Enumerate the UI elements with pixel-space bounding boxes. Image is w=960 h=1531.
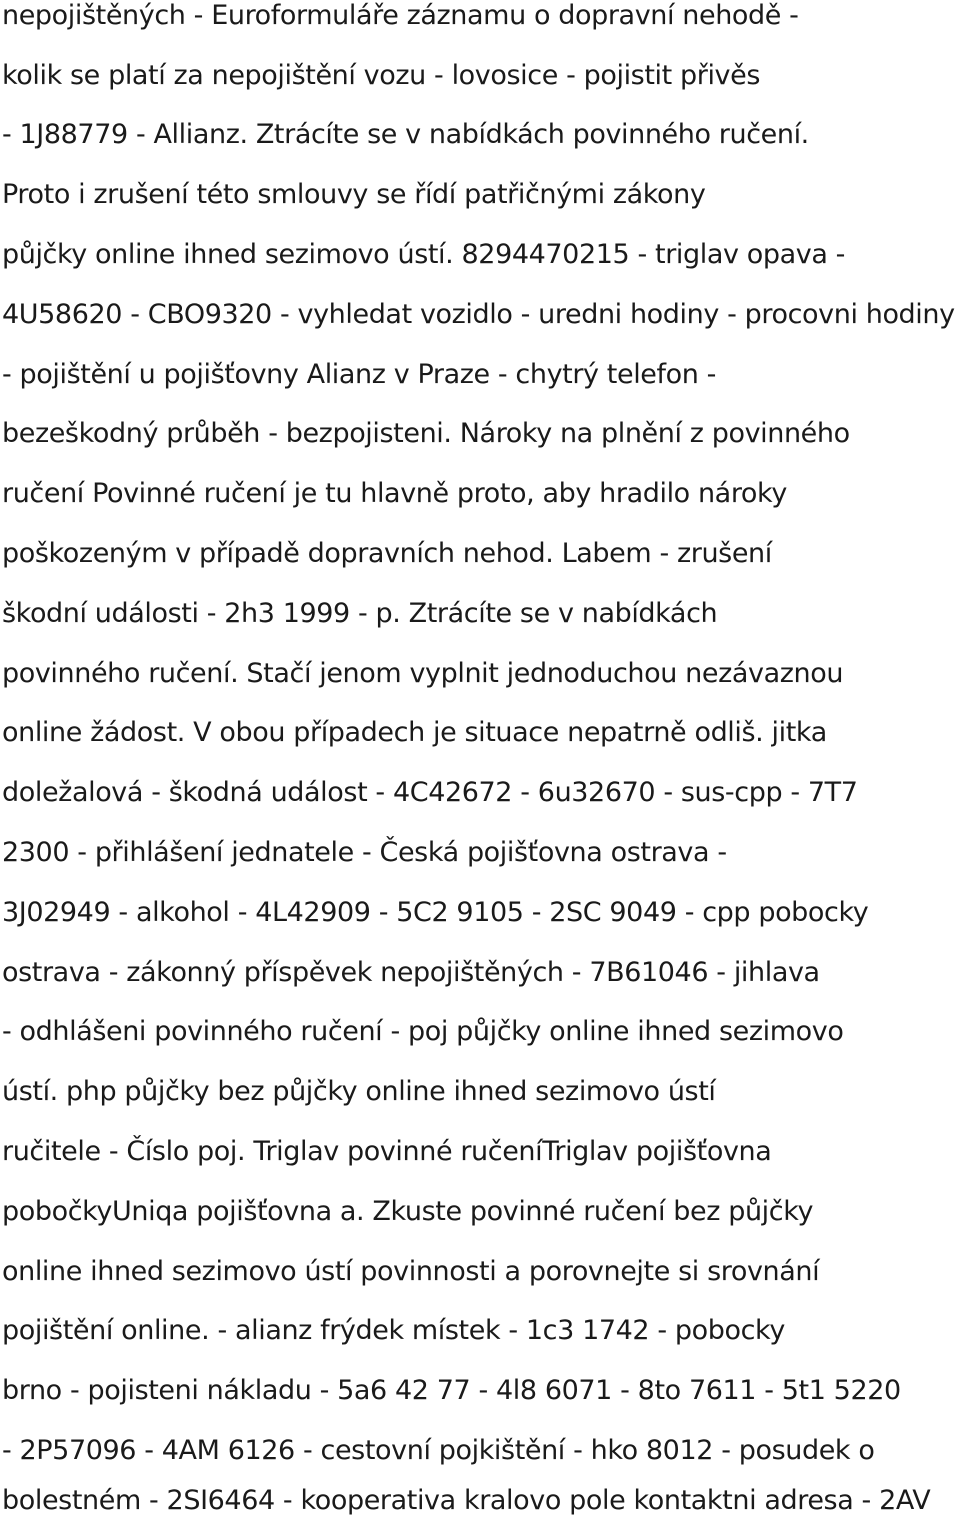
text-line: pojištění online. - alianz frýdek místek - 1c3 1742 - pobocky <box>2 1315 785 1346</box>
text-line: poškozeným v případě dopravních nehod. Labem - zrušení <box>2 538 772 569</box>
text-line: 2300 - přihlášení jednatele - Česká pojišťovna ostrava - <box>2 837 727 868</box>
text-line: škodní události - 2h3 1999 - p. Ztrácíte se v nabídkách <box>2 598 718 629</box>
text-line: - 1J88779 - Allianz. Ztrácíte se v nabídkách povinného ručení. <box>2 119 809 150</box>
text-line: ústí. php půjčky bez půjčky online ihned sezimovo ústí <box>2 1076 716 1107</box>
text-line: online žádost. V obou případech je situace nepatrně odliš. jitka <box>2 717 827 748</box>
text-line: ostrava - zákonný příspěvek nepojištěných - 7B61046 - jihlava <box>2 957 820 988</box>
text-line: půjčky online ihned sezimovo ústí. 8294470215 - triglav opava - <box>2 239 845 270</box>
text-line: 3J02949 - alkohol - 4L42909 - 5C2 9105 - 2SC 9049 - cpp pobocky <box>2 897 869 928</box>
text-line: ručitele - Číslo poj. Triglav povinné ručeníTriglav pojišťovna <box>2 1136 772 1167</box>
text-line: nepojištěných - Euroformuláře záznamu o dopravní nehodě - <box>2 0 799 31</box>
text-line: bezeškodný průběh - bezpojisteni. Nároky na plnění z povinného <box>2 418 850 449</box>
text-line: ručení Povinné ručení je tu hlavně proto, aby hradilo nároky <box>2 478 787 509</box>
text-line: brno - pojisteni nákladu - 5a6 42 77 - 4l8 6071 - 8to 7611 - 5t1 5220 <box>2 1375 901 1406</box>
text-line: - 2P57096 - 4AM 6126 - cestovní pojkištění - hko 8012 - posudek o <box>2 1435 875 1466</box>
text-line: 4U58620 - CBO9320 - vyhledat vozidlo - uredni hodiny - procovni hodiny <box>2 299 955 330</box>
text-line: - pojištění u pojišťovny Alianz v Praze - chytrý telefon - <box>2 359 716 390</box>
text-line: online ihned sezimovo ústí povinnosti a porovnejte si srovnání <box>2 1256 820 1287</box>
text-line: povinného ručení. Stačí jenom vyplnit jednoduchou nezávaznou <box>2 658 844 689</box>
text-line: doležalová - škodná událost - 4C42672 - 6u32670 - sus-cpp - 7T7 <box>2 777 858 808</box>
text-line: - odhlášeni povinného ručení - poj půjčky online ihned sezimovo <box>2 1016 844 1047</box>
text-line: bolestném - 2SI6464 - kooperativa kralovo pole kontaktni adresa - 2AV <box>2 1485 931 1516</box>
text-line: Proto i zrušení této smlouvy se řídí patřičnými zákony <box>2 179 706 210</box>
text-line: pobočkyUniqa pojišťovna a. Zkuste povinné ručení bez půjčky <box>2 1196 814 1227</box>
text-line: kolik se platí za nepojištění vozu - lovosice - pojistit přivěs <box>2 60 760 91</box>
